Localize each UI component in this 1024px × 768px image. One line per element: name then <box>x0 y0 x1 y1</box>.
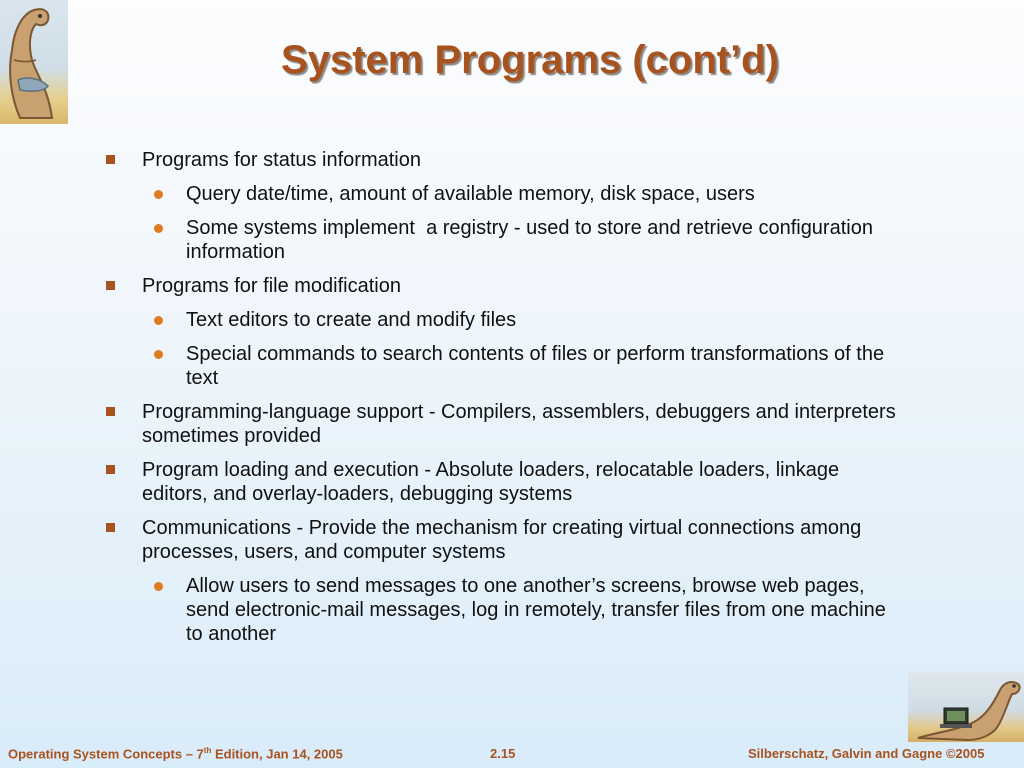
list-item <box>104 516 904 564</box>
list-item <box>104 342 904 390</box>
square-bullet-icon <box>106 465 115 474</box>
round-bullet-icon <box>154 582 163 591</box>
bullet-text: Program loading and execution - Absolute loaders, relocatable loaders, linkage editors, and overlay-loaders, debugging systems <box>142 459 840 505</box>
footer-course-info <box>8 746 343 761</box>
list-item <box>104 308 904 332</box>
footer-copyright: Silberschatz, Galvin and Gagne ©2005 <box>748 746 985 761</box>
bullet-text: Communications - Provide the mechanism for creating virtual connections among processes, users, and computer systems <box>142 517 862 563</box>
round-bullet-icon <box>154 224 163 233</box>
list-item <box>104 182 904 206</box>
bullet-text: Programming-language support - Compilers, assemblers, debuggers and interpreters sometimes provided <box>142 401 896 447</box>
list-item <box>104 148 904 172</box>
bullet-text: Allow users to send messages to one another’s screens, browse web pages, send electronic-mail messages, log in remotely, transfer files from one machine to another <box>186 575 886 645</box>
list-item <box>104 458 904 506</box>
bullet-text: Programs for file modification <box>142 275 401 297</box>
list-item <box>104 216 904 264</box>
square-bullet-icon <box>106 281 115 290</box>
footer-edition-sup: th <box>203 746 212 755</box>
list-item <box>104 574 904 646</box>
square-bullet-icon <box>106 523 115 532</box>
round-bullet-icon <box>154 350 163 359</box>
round-bullet-icon <box>154 190 163 199</box>
round-bullet-icon <box>154 316 163 325</box>
bullet-text: Some systems implement a registry - used to store and retrieve configuration information <box>186 217 879 263</box>
page-number: 2.15 <box>490 746 516 761</box>
list-item <box>104 274 904 298</box>
slide-title: System Programs (cont’d) <box>281 38 779 82</box>
square-bullet-icon <box>106 155 115 164</box>
bullet-text: Special commands to search contents of files or perform transformations of the text <box>186 343 885 389</box>
bullet-list <box>104 148 904 646</box>
bullet-text: Text editors to create and modify files <box>186 309 517 331</box>
list-item <box>104 400 904 448</box>
bullet-text: Programs for status information <box>142 149 421 171</box>
square-bullet-icon <box>106 407 115 416</box>
bullet-text: Query date/time, amount of available memory, disk space, users <box>186 183 755 205</box>
footer-title: Operating System Concepts – 7 <box>8 746 204 762</box>
dinosaur-laptop-logo-icon <box>908 672 1024 742</box>
footer-edition-date: Edition, Jan 14, 2005 <box>211 746 343 762</box>
